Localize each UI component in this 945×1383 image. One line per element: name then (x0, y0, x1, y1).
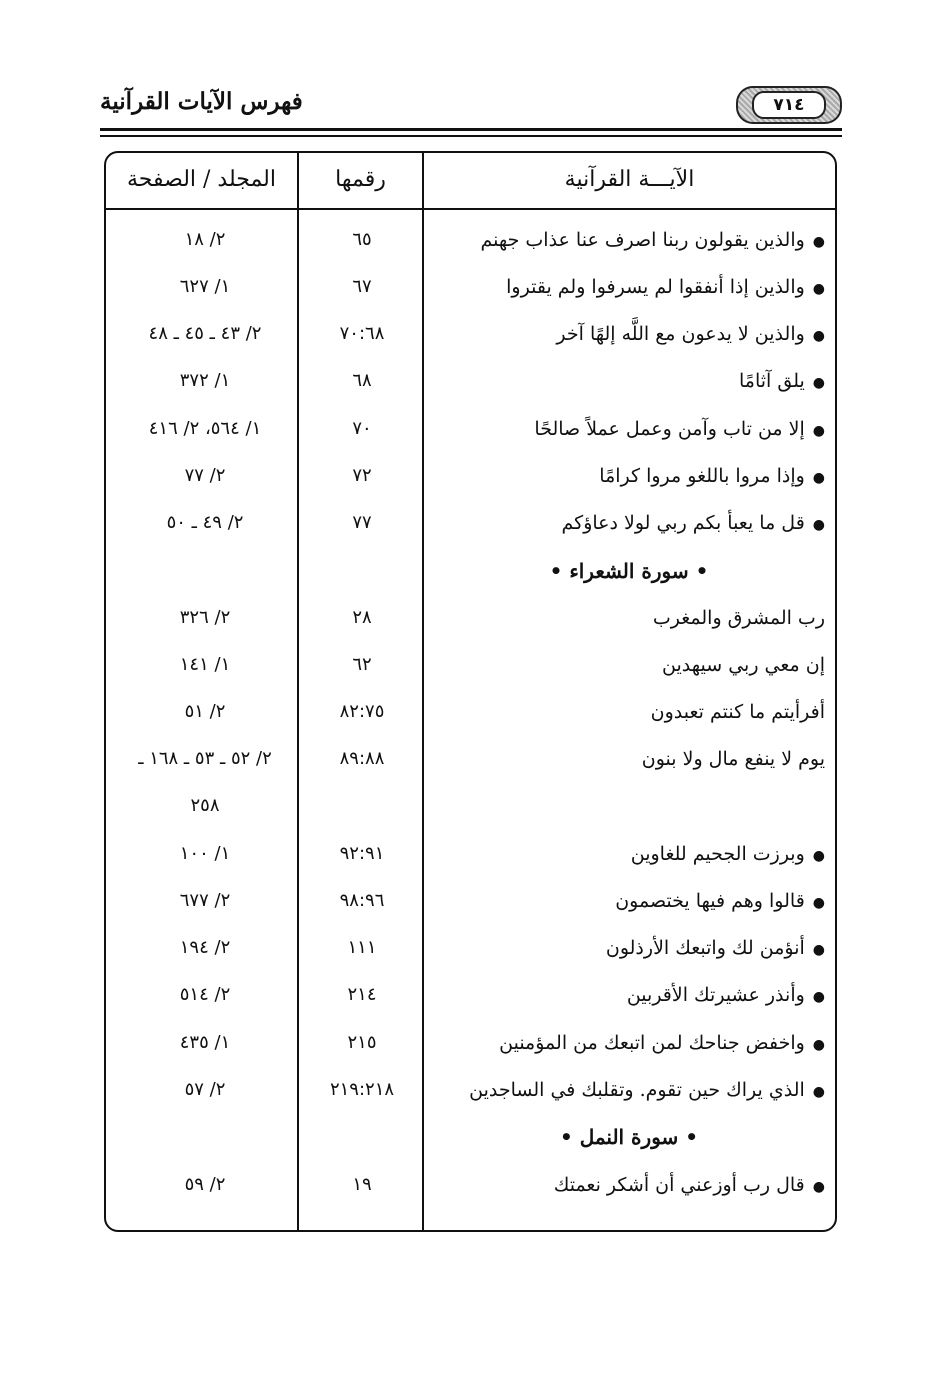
verse-cell (435, 972, 825, 1018)
verse-number-cell: ٢١٩:٢١٨ (329, 1079, 395, 1100)
verse-number-cell: ٨٩:٨٨ (339, 748, 385, 769)
verse-cell (435, 595, 825, 641)
verse-text: أنؤمن لك واتبعك الأرذلون (605, 937, 805, 959)
verse-text: إن معي ربي سيهدين (662, 654, 825, 676)
verse-number-cell: ٦٧ (352, 276, 372, 297)
bullet-icon: ● (812, 942, 825, 958)
verse-number-cell: ٦٥ (352, 229, 372, 250)
bullet-icon: ● (812, 375, 825, 391)
column-header-number: رقمها (335, 167, 386, 192)
verse-text: قالوا وهم فيها يختصمون (615, 890, 805, 912)
table-row (104, 736, 837, 782)
table-row (104, 1020, 837, 1066)
verse-text: والذين لا يدعون مع اللَّه إلهًا آخر (556, 323, 805, 345)
verse-cell (435, 358, 825, 404)
verse-cell (435, 453, 825, 499)
table-row (104, 1067, 837, 1113)
page-header (100, 80, 842, 128)
volume-page-cell: ٢/ ١٨ (184, 229, 226, 250)
verse-cell (435, 1020, 825, 1066)
volume-page-cell: ٢/ ٤٩ ـ ٥٠ (166, 512, 244, 533)
volume-page-cell: ٢/ ٥٧ (184, 1079, 226, 1100)
surah-heading: • سورة النمل • (559, 1125, 699, 1149)
verse-text: قل ما يعبأ بكم ربي لولا دعاؤكم (561, 512, 805, 534)
verse-text: والذين يقولون ربنا اصرف عنا عذاب جهنم (480, 229, 805, 251)
verse-cell (435, 1162, 825, 1208)
verse-cell (435, 831, 825, 877)
verse-number-cell: ٧٠:٦٨ (339, 323, 385, 344)
table-row (104, 831, 837, 877)
verse-text: وبرزت الجحيم للغاوين (630, 843, 805, 865)
verse-number-cell: ٢١٤ (347, 984, 377, 1005)
verse-text: يلق آثامًا (738, 370, 805, 392)
verse-cell (435, 925, 825, 971)
volume-page-cell: ٢/ ٥١ (184, 701, 226, 722)
volume-page-cell: ١/ ٥٦٤، ٢/ ٤١٦ (148, 418, 262, 439)
table-row (104, 217, 837, 263)
verse-number-cell: ٩٨:٩٦ (339, 890, 385, 911)
bullet-icon: ● (812, 234, 825, 250)
verse-number-cell: ٩٢:٩١ (339, 843, 385, 864)
surah-heading-row (104, 548, 837, 594)
volume-page-cell: ٢/ ٥٩ (184, 1174, 226, 1195)
table-row (104, 406, 837, 452)
verse-text: وإذا مروا باللغو مروا كرامًا (599, 465, 805, 487)
bullet-icon: ● (812, 989, 825, 1005)
verse-cell (435, 1067, 825, 1113)
verse-cell (435, 406, 825, 452)
volume-page-cell: ٢/ ٣٢٦ (179, 607, 231, 628)
page-number-badge (736, 86, 842, 124)
verse-text: واخفض جناحك لمن اتبعك من المؤمنين (499, 1032, 805, 1054)
verse-text: قال رب أوزعني أن أشكر نعمتك (553, 1174, 805, 1196)
column-header-ref: المجلد / الصفحة (127, 167, 276, 192)
verse-number-cell: ٨٢:٧٥ (339, 701, 385, 722)
volume-page-cell: ١/ ٤٣٥ (179, 1032, 231, 1053)
verse-number-cell: ١١١ (347, 937, 377, 958)
verse-number-cell: ٦٨ (352, 370, 372, 391)
volume-page-cell: ٢/ ٦٧٧ (179, 890, 231, 911)
running-title: فهرس الآيات القرآنية (100, 88, 303, 115)
verse-text: يوم لا ينفع مال ولا بنون (641, 748, 825, 770)
table-row (104, 783, 837, 829)
verse-text: والذين إذا أنفقوا لم يسرفوا ولم يقتروا (506, 276, 805, 298)
verse-text: الذي يراك حين تقوم. وتقلبك في الساجدين (469, 1079, 805, 1101)
bullet-icon: ● (812, 1179, 825, 1195)
table-row (104, 500, 837, 546)
verse-text: رب المشرق والمغرب (652, 607, 825, 629)
table-row (104, 311, 837, 357)
verse-number-cell: ٧٠ (352, 418, 372, 439)
bullet-icon: ● (812, 328, 825, 344)
verse-text: أفرأيتم ما كنتم تعبدون (650, 701, 825, 723)
volume-page-cell: ٢٥٨ (190, 795, 220, 816)
volume-page-cell: ٢/ ٥٢ ـ ٥٣ ـ ١٦٨ ـ (138, 748, 272, 769)
surah-heading-row (104, 1114, 837, 1160)
verse-number-cell: ١٩ (352, 1174, 372, 1195)
verse-cell (435, 689, 825, 735)
verse-cell (435, 311, 825, 357)
volume-page-cell: ١/ ٦٢٧ (179, 276, 231, 297)
volume-page-cell: ٢/ ١٩٤ (179, 937, 231, 958)
verse-number-cell: ٧٢ (352, 465, 372, 486)
header-divider (104, 208, 837, 210)
table-row (104, 1162, 837, 1208)
bullet-icon: ● (812, 281, 825, 297)
verse-cell (435, 264, 825, 310)
verse-number-cell: ٧٧ (352, 512, 372, 533)
volume-page-cell: ١/ ٣٧٢ (179, 370, 231, 391)
verse-number-cell: ٢٨ (352, 607, 372, 628)
verse-number-cell (302, 783, 422, 829)
verse-cell (435, 736, 825, 782)
volume-page-cell: ١/ ١٠٠ (179, 843, 231, 864)
header-rule-thin (100, 135, 842, 137)
volume-page-cell: ٢/ ٤٣ ـ ٤٥ ـ ٤٨ (148, 323, 262, 344)
bullet-icon: ● (812, 423, 825, 439)
bullet-icon: ● (812, 895, 825, 911)
table-row (104, 642, 837, 688)
table-row (104, 925, 837, 971)
bullet-icon: ● (812, 470, 825, 486)
table-row (104, 453, 837, 499)
header-rule-thick (100, 128, 842, 131)
verse-number-cell: ٢١٥ (347, 1032, 377, 1053)
table-row (104, 264, 837, 310)
surah-heading: • سورة الشعراء • (549, 559, 709, 583)
verse-cell (435, 783, 825, 829)
volume-page-cell: ١/ ١٤١ (179, 654, 231, 675)
bullet-icon: ● (812, 848, 825, 864)
verse-cell (435, 642, 825, 688)
verse-text: إلا من تاب وآمن وعمل عملاً صالحًا (534, 418, 805, 440)
table-row (104, 595, 837, 641)
verse-cell (435, 500, 825, 546)
bullet-icon: ● (812, 1037, 825, 1053)
column-header-verse: الآيـــة القرآنية (564, 167, 695, 192)
table-row (104, 358, 837, 404)
bullet-icon: ● (812, 517, 825, 533)
verse-cell (435, 878, 825, 924)
verse-cell (435, 217, 825, 263)
volume-page-cell: ٢/ ٧٧ (184, 465, 226, 486)
verse-text: وأنذر عشيرتك الأقربين (626, 984, 805, 1006)
page-number: ٧١٤ (752, 91, 826, 119)
table-row (104, 878, 837, 924)
bullet-icon: ● (812, 1084, 825, 1100)
volume-page-cell: ٢/ ٥١٤ (179, 984, 231, 1005)
table-row (104, 689, 837, 735)
table-row (104, 972, 837, 1018)
verse-number-cell: ٦٢ (352, 654, 372, 675)
